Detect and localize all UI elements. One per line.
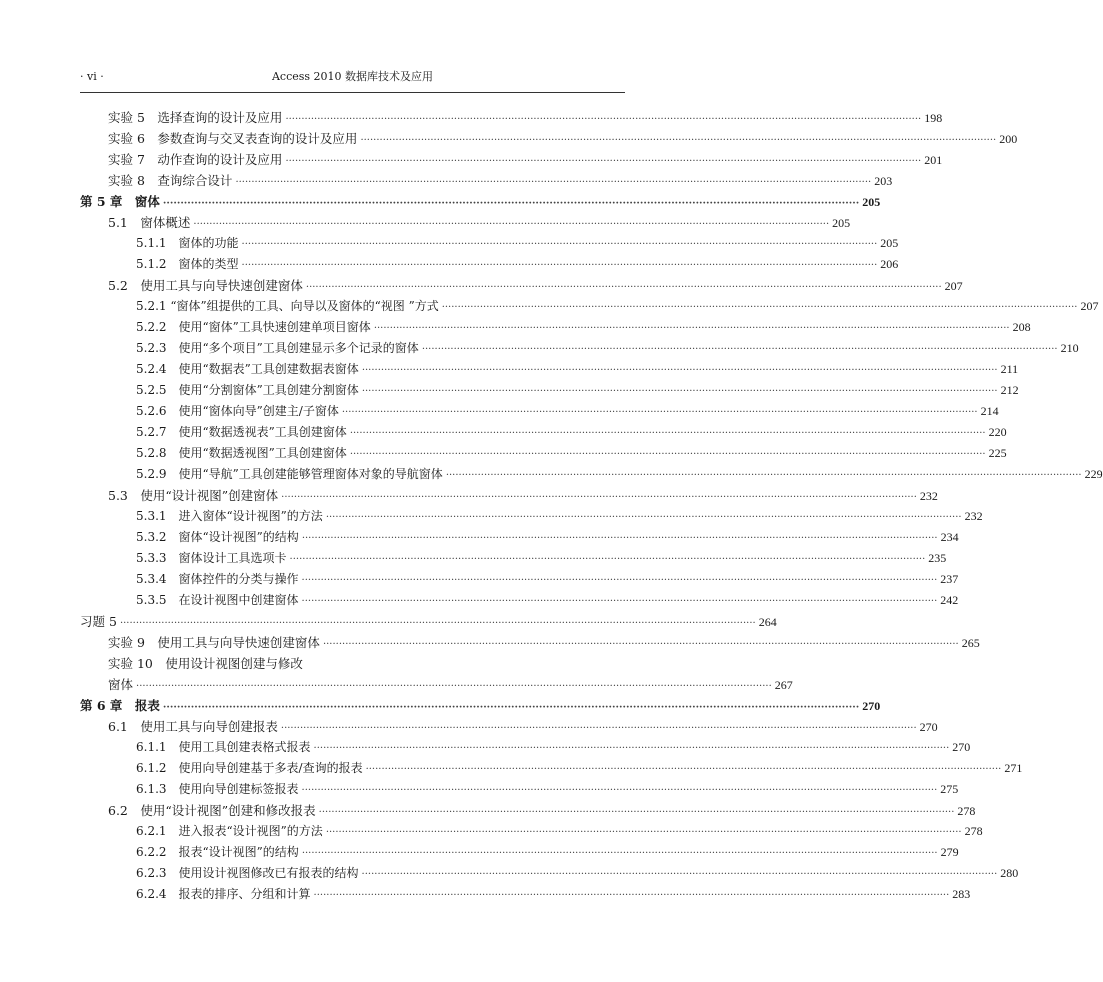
toc-entry-label: 实验 5 选择查询的设计及应用 xyxy=(108,110,283,125)
toc-entry[interactable] xyxy=(108,107,943,128)
toc-leader-dots: ········································································································································································································ xyxy=(285,156,922,167)
toc-entry[interactable] xyxy=(136,380,1019,401)
toc-entry-label: 6.1.1 使用工具创建表格式报表 xyxy=(136,740,311,754)
toc-leader-dots: ········································································································································································································ xyxy=(373,323,1010,334)
toc-entry[interactable] xyxy=(80,191,881,212)
toc-leader-dots: ········································································································································································································ xyxy=(193,219,830,230)
toc-leader-dots: ········································································································································································································ xyxy=(325,827,962,838)
book-title: Access 2010 数据库技术及应用 xyxy=(271,70,434,83)
toc-entry-label: 第 6 章 报表 xyxy=(80,698,160,713)
toc-entry-label: 实验 6 参数查询与交叉表查询的设计及应用 xyxy=(108,131,358,146)
toc-entry[interactable] xyxy=(136,401,999,422)
toc-entry[interactable] xyxy=(136,296,1099,317)
toc-entry[interactable] xyxy=(136,317,1031,338)
toc-entry-label: 5.1.1 窗体的功能 xyxy=(136,236,239,250)
toc-leader-dots: ········································································································································································································ xyxy=(301,848,938,859)
toc-entry-page: 275 xyxy=(940,782,959,796)
toc-entry-page: 270 xyxy=(919,720,938,734)
toc-entry-label: 5.2.1 “窗体”组提供的工具、向导以及窗体的“视图 ”方式 xyxy=(136,299,439,313)
toc-entry[interactable] xyxy=(136,884,971,905)
toc-leader-dots: ········································································································································································································ xyxy=(235,177,872,188)
toc-entry-label: 第 5 章 窗体 xyxy=(80,194,160,209)
toc-entry[interactable] xyxy=(136,464,1103,485)
toc-entry-label: 5.2.9 使用“导航”工具创建能够管理窗体对象的导航窗体 xyxy=(136,467,443,481)
toc-entry[interactable] xyxy=(136,548,947,569)
toc-entry-page: 205 xyxy=(832,216,851,230)
toc-entry[interactable] xyxy=(108,800,976,821)
toc-entry-page: 283 xyxy=(952,887,971,901)
toc-entry-page: 205 xyxy=(880,236,899,250)
toc-entry-page: 279 xyxy=(940,845,959,859)
toc-entry[interactable] xyxy=(136,758,1023,779)
toc-leader-dots: ········································································································································································································ xyxy=(365,764,1002,775)
toc-entry-page: 211 xyxy=(1000,362,1019,376)
toc-leader-dots: ········································································································································································································ xyxy=(360,135,997,146)
toc-entry[interactable] xyxy=(108,632,980,653)
toc-leader-dots: ········································································································································································································ xyxy=(349,449,986,460)
toc-entry-label: 5.1 窗体概述 xyxy=(108,215,191,230)
toc-entry-page: 201 xyxy=(924,153,943,167)
toc-entry[interactable] xyxy=(108,170,893,191)
toc-entry[interactable] xyxy=(136,338,1079,359)
toc-entry[interactable] xyxy=(108,128,1018,149)
toc-entry-page: 267 xyxy=(774,678,793,692)
toc-leader-dots: ········································································································································································································ xyxy=(241,260,878,271)
toc-leader-dots: ········································································································································································································ xyxy=(322,639,959,650)
toc-entry[interactable] xyxy=(136,443,1007,464)
toc-entry-page: 220 xyxy=(988,425,1007,439)
toc-leader-dots: ········································································································································································································ xyxy=(301,785,938,796)
toc-entry-page: 207 xyxy=(944,279,963,293)
toc-leader-dots: ········································································································································································································ xyxy=(301,533,938,544)
toc-entry[interactable] xyxy=(136,842,959,863)
toc-leader-dots: ········································································································································································································ xyxy=(305,282,942,293)
toc-entry[interactable] xyxy=(136,737,971,758)
toc-leader-dots: ········································································································································································································ xyxy=(349,428,986,439)
toc-leader-dots: ········································································································································································································ xyxy=(325,512,962,523)
toc-entry-label: 5.2.6 使用“窗体向导”创建主/子窗体 xyxy=(136,404,339,418)
running-header xyxy=(80,68,625,86)
toc-entry[interactable] xyxy=(80,695,881,716)
toc-entry-label: 6.1.3 使用向导创建标签报表 xyxy=(136,782,299,796)
toc-leader-dots: ········································································································································································································ xyxy=(361,365,998,376)
toc-entry[interactable] xyxy=(108,716,938,737)
toc-leader-dots: ········································································································································································································ xyxy=(119,618,756,629)
toc-entry[interactable] xyxy=(136,779,959,800)
toc-entry-label: 5.3.2 窗体“设计视图”的结构 xyxy=(136,530,299,544)
toc-entry-label: 实验 9 使用工具与向导快速创建窗体 xyxy=(108,635,320,650)
toc-entry-page: 232 xyxy=(964,509,983,523)
toc-entry-page: 208 xyxy=(1012,320,1031,334)
toc-entry[interactable] xyxy=(80,611,777,632)
toc-entry-label: 实验 8 查询综合设计 xyxy=(108,173,233,188)
toc-leader-dots: ········································································································································································································ xyxy=(285,114,922,125)
toc-entry[interactable] xyxy=(136,590,959,611)
toc-leader-dots: ········································································································································································································ xyxy=(421,344,1058,355)
toc-entry-page: 229 xyxy=(1084,467,1103,481)
toc-leader-dots: ········································································································································································································ xyxy=(162,702,860,713)
toc-entry-label: 5.2 使用工具与向导快速创建窗体 xyxy=(108,278,303,293)
toc-entry-label: 5.3 使用“设计视图”创建窗体 xyxy=(108,488,279,503)
toc-entry-page: 235 xyxy=(928,551,947,565)
toc-entry-label: 5.3.5 在设计视图中创建窗体 xyxy=(136,593,299,607)
page-number: · vi · xyxy=(80,70,104,83)
toc-entry[interactable] xyxy=(108,212,851,233)
toc-entry-page: 265 xyxy=(961,636,980,650)
toc-entry-label: 实验 7 动作查询的设计及应用 xyxy=(108,152,283,167)
toc-entry-page: 264 xyxy=(758,615,777,629)
toc-entry-page: 280 xyxy=(1000,866,1019,880)
toc-entry-label: 6.2.4 报表的排序、分组和计算 xyxy=(136,887,311,901)
toc-entry-page: 278 xyxy=(957,804,976,818)
toc-entry-page: 207 xyxy=(1080,299,1099,313)
toc-entry[interactable] xyxy=(108,674,793,695)
toc-entry-label: 习题 5 xyxy=(80,614,117,629)
toc-entry[interactable] xyxy=(136,821,983,842)
toc-entry[interactable] xyxy=(108,653,626,674)
toc-leader-dots: ········································································································································································································ xyxy=(441,302,1078,313)
toc-leader-dots: ········································································································································································································ xyxy=(341,407,978,418)
toc-entry-page: 242 xyxy=(940,593,959,607)
toc-entry[interactable] xyxy=(108,149,943,170)
toc-entry-page: 237 xyxy=(940,572,959,586)
toc-entry-page: 205 xyxy=(862,195,881,209)
toc-entry-page: 210 xyxy=(1060,341,1079,355)
toc-leader-dots: ········································································································································································································ xyxy=(301,596,938,607)
toc-entry-page: 214 xyxy=(980,404,999,418)
toc-entry-label: 5.2.3 使用“多个项目”工具创建显示多个记录的窗体 xyxy=(136,341,419,355)
toc-entry-page: 212 xyxy=(1000,383,1019,397)
toc-entry-label: 实验 10 使用设计视图创建与修改 xyxy=(108,656,303,671)
toc-leader-dots: ········································································································································································································ xyxy=(289,554,926,565)
toc-leader-dots: ········································································································································································································ xyxy=(281,492,917,503)
toc-entry[interactable] xyxy=(136,233,899,254)
toc-entry[interactable] xyxy=(108,485,938,506)
toc-entry-label: 6.1 使用工具与向导创建报表 xyxy=(108,719,278,734)
toc-leader-dots: ········································································································································································································ xyxy=(318,807,955,818)
toc-leader-dots: ········································································································································································································ xyxy=(445,470,1082,481)
toc-entry-page: 203 xyxy=(874,174,893,188)
toc-entry-page: 278 xyxy=(964,824,983,838)
header-rule xyxy=(80,92,625,93)
toc-entry-page: 206 xyxy=(880,257,899,271)
toc-entry-page: 225 xyxy=(988,446,1007,460)
toc-entry[interactable] xyxy=(136,569,959,590)
toc-leader-dots: ········································································································································································································ xyxy=(301,575,938,586)
toc-entry-page: 234 xyxy=(940,530,959,544)
toc-entry-label: 6.2 使用“设计视图”创建和修改报表 xyxy=(108,803,316,818)
toc-entry[interactable] xyxy=(136,527,959,548)
toc-leader-dots: ········································································································································································································ xyxy=(361,869,998,880)
toc-entry-page: 271 xyxy=(1004,761,1023,775)
toc-entry-page: 270 xyxy=(862,699,881,713)
toc-entry[interactable] xyxy=(108,275,963,296)
toc-entry-label: 6.2.3 使用设计视图修改已有报表的结构 xyxy=(136,866,359,880)
toc-entry-page: 232 xyxy=(919,489,938,503)
toc-leader-dots: ········································································································································································································ xyxy=(280,723,917,734)
toc-entry-label: 5.1.2 窗体的类型 xyxy=(136,257,239,271)
toc-leader-dots: ········································································································································································································ xyxy=(313,743,950,754)
toc-entry-label: 5.2.5 使用“分割窗体”工具创建分割窗体 xyxy=(136,383,359,397)
toc-entry-label: 6.2.2 报表“设计视图”的结构 xyxy=(136,845,299,859)
toc-entry-label: 5.2.7 使用“数据透视表”工具创建窗体 xyxy=(136,425,347,439)
toc-entry[interactable] xyxy=(136,359,1019,380)
toc-entry[interactable] xyxy=(136,254,899,275)
toc-entry-label: 窗体 xyxy=(108,677,134,692)
toc-entry-label: 5.3.3 窗体设计工具选项卡 xyxy=(136,551,287,565)
toc-leader-dots: ········································································································································································································ xyxy=(361,386,998,397)
toc-leader-dots: ········································································································································································································ xyxy=(313,890,950,901)
toc-leader-dots: ········································································································································································································ xyxy=(162,198,860,209)
toc-entry-label: 5.2.8 使用“数据透视图”工具创建窗体 xyxy=(136,446,347,460)
toc-entry-page: 198 xyxy=(924,111,943,125)
toc-leader-dots: ········································································································································································································ xyxy=(136,681,772,692)
toc-entry[interactable] xyxy=(136,422,1007,443)
toc-entry-label: 5.2.4 使用“数据表”工具创建数据表窗体 xyxy=(136,362,359,376)
toc-entry-label: 6.2.1 进入报表“设计视图”的方法 xyxy=(136,824,323,838)
toc-entry[interactable] xyxy=(136,863,1019,884)
toc-entry-label: 5.2.2 使用“窗体”工具快速创建单项目窗体 xyxy=(136,320,371,334)
toc-entry-page: 200 xyxy=(999,132,1018,146)
toc-entry-page: 270 xyxy=(952,740,971,754)
toc-entry-label: 5.3.4 窗体控件的分类与操作 xyxy=(136,572,299,586)
toc-entry-label: 6.1.2 使用向导创建基于多表/查询的报表 xyxy=(136,761,363,775)
toc-leader-dots: ········································································································································································································ xyxy=(241,239,878,250)
toc-entry-label: 5.3.1 进入窗体“设计视图”的方法 xyxy=(136,509,323,523)
toc-entry[interactable] xyxy=(136,506,983,527)
